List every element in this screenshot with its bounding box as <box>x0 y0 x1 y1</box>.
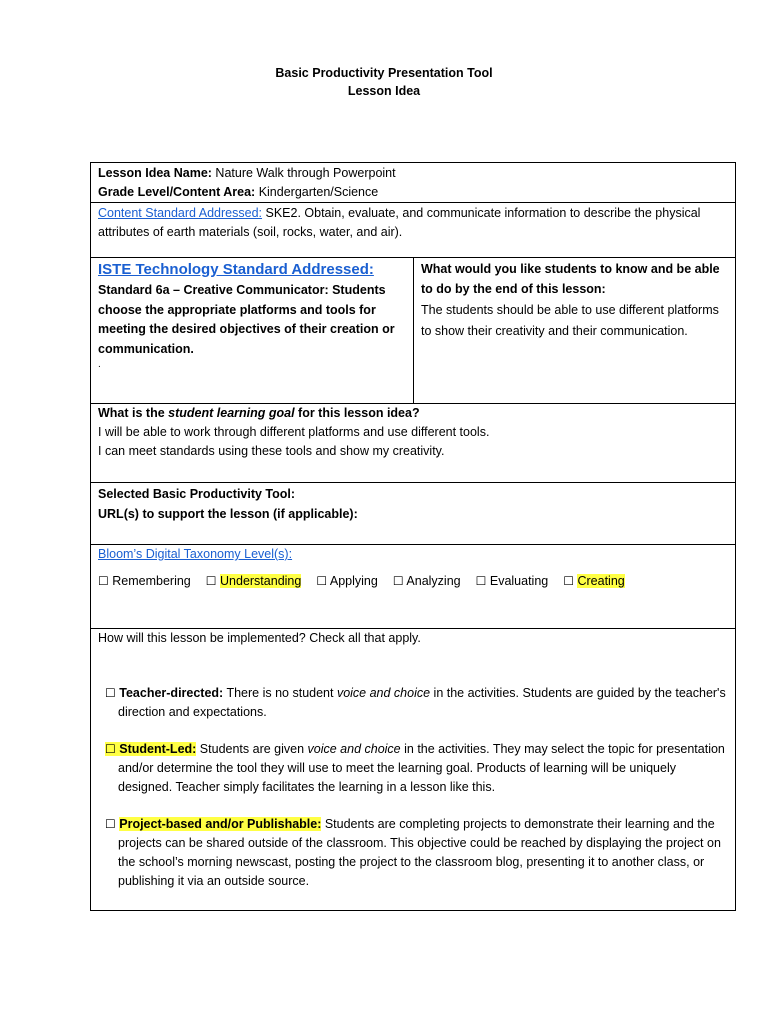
blooms-evaluating[interactable] <box>476 572 549 591</box>
productivity-tool-row <box>91 483 735 545</box>
blooms-applying[interactable] <box>316 572 378 591</box>
document-header <box>0 64 768 100</box>
teacher-directed-label: Teacher-directed: <box>119 686 224 700</box>
objective-question: What would you like students to know and be able to do by the end of this lesson: <box>421 262 720 296</box>
url-label: URL(s) to support the lesson (if applicable): <box>98 507 358 521</box>
checkbox-icon[interactable]: ☐ <box>98 574 109 588</box>
learning-goal-emphasis: student learning goal <box>168 406 295 420</box>
blooms-analyzing[interactable] <box>393 572 461 591</box>
lesson-table <box>90 162 736 911</box>
project-based-label: Project-based and/or Publishable: <box>119 817 322 831</box>
objective-cell <box>414 258 735 403</box>
checkbox-icon[interactable]: ☐ <box>316 574 328 588</box>
iste-standard-text: Standard 6a – Creative Communicator: Students choose the appropriate platforms and tools for meeting the desired objectives of their creation or communication. <box>98 283 395 356</box>
checkbox-icon[interactable]: ☐ <box>475 574 487 588</box>
implementation-question: How will this lesson be implemented? Check all that apply. <box>98 631 421 645</box>
option-teacher-directed <box>98 684 729 722</box>
learning-goal-suffix: for this lesson idea? <box>294 406 420 420</box>
learning-goal-prefix: What is the <box>98 406 169 420</box>
iste-standard-link[interactable]: ISTE Technology Standard Addressed: <box>98 261 374 278</box>
teacher-directed-text: There is no student <box>223 686 337 700</box>
learning-goal-question <box>98 404 728 423</box>
checkbox-icon[interactable]: ☐ <box>563 574 574 588</box>
document-title: Basic Productivity Presentation Tool <box>275 66 493 80</box>
teacher-directed-text-end: in the activities. Students are guided by the teacher's direction and expectations. <box>118 686 726 719</box>
learning-goal-line1: I will be able to work through different platforms and use different tools. <box>98 425 490 439</box>
checkbox-icon[interactable]: ☐ <box>105 686 116 700</box>
objective-answer: The students should be able to use different platforms to show their creativity and their communication. <box>421 303 719 338</box>
project-based-text: Students are completing projects to demonstrate their learning and the projects can be shared outside of the classroom. This objective could be reached by displaying the project on the school’s morning newscast, posting the project to the classroom blog, presenting it to another class, or publishing it via an outside source. <box>118 817 721 888</box>
checkbox-icon[interactable]: ☐ <box>105 817 116 831</box>
blooms-understanding[interactable] <box>206 572 302 591</box>
blooms-level-label: Remembering <box>112 574 191 588</box>
student-led-emphasis: voice and choice <box>307 742 401 756</box>
iste-objective-row <box>91 258 735 404</box>
learning-goal-row <box>91 404 735 483</box>
blooms-creating[interactable] <box>563 572 625 591</box>
content-standard-row <box>91 203 735 258</box>
blooms-level-label: Understanding <box>220 574 302 588</box>
lesson-name-value: Nature Walk through Powerpoint <box>211 166 396 180</box>
content-standard-line1 <box>98 204 728 223</box>
lesson-name-line <box>98 164 728 183</box>
checkbox-icon[interactable]: ☐ <box>205 574 217 588</box>
student-led-text-end: in the activities. They may select the topic for presentation and/or determine the tool they will use to meet the learning goal. Products of learning will be uniquely designed. Teacher simply facilitates the learning in a lesson like this. <box>118 742 725 794</box>
lesson-name-row <box>91 163 735 203</box>
checkbox-icon[interactable]: ☐ <box>392 574 404 588</box>
blooms-level-label: Creating <box>577 574 625 588</box>
lesson-name-label: Lesson Idea Name: <box>98 166 212 180</box>
grade-level-label: Grade Level/Content Area: <box>98 185 256 199</box>
content-standard-link[interactable]: Content Standard Addressed: <box>98 206 263 220</box>
learning-goal-line2: I can meet standards using these tools and show my creativity. <box>98 444 445 458</box>
blooms-level-label: Analyzing <box>406 574 461 588</box>
content-standard-text: SKE2. Obtain, evaluate, and communicate information to describe the physical <box>262 206 701 220</box>
blooms-remembering[interactable] <box>98 572 191 591</box>
blooms-level-label: Applying <box>329 574 378 588</box>
option-project-based <box>98 815 729 891</box>
blooms-levels <box>98 572 728 591</box>
checkbox-icon[interactable]: ☐ <box>105 742 116 756</box>
grade-level-line <box>98 183 728 202</box>
content-standard-line2: attributes of earth materials (soil, rocks, water, and air). <box>98 225 403 239</box>
document-subtitle: Lesson Idea <box>347 84 421 98</box>
iste-cell <box>91 258 414 403</box>
implementation-row <box>91 629 735 910</box>
student-led-text: Students are given <box>196 742 308 756</box>
student-led-highlight <box>105 742 196 756</box>
iste-dot: . <box>98 359 101 370</box>
selected-tool-label: Selected Basic Productivity Tool: <box>98 487 296 501</box>
blooms-level-label: Evaluating <box>489 574 549 588</box>
student-led-label: Student-Led: <box>119 742 197 756</box>
grade-level-value: Kindergarten/Science <box>255 185 379 199</box>
teacher-directed-emphasis: voice and choice <box>336 686 431 700</box>
option-student-led <box>98 740 729 797</box>
blooms-row <box>91 545 735 629</box>
blooms-taxonomy-link[interactable]: Bloom’s Digital Taxonomy Level(s): <box>98 547 293 561</box>
